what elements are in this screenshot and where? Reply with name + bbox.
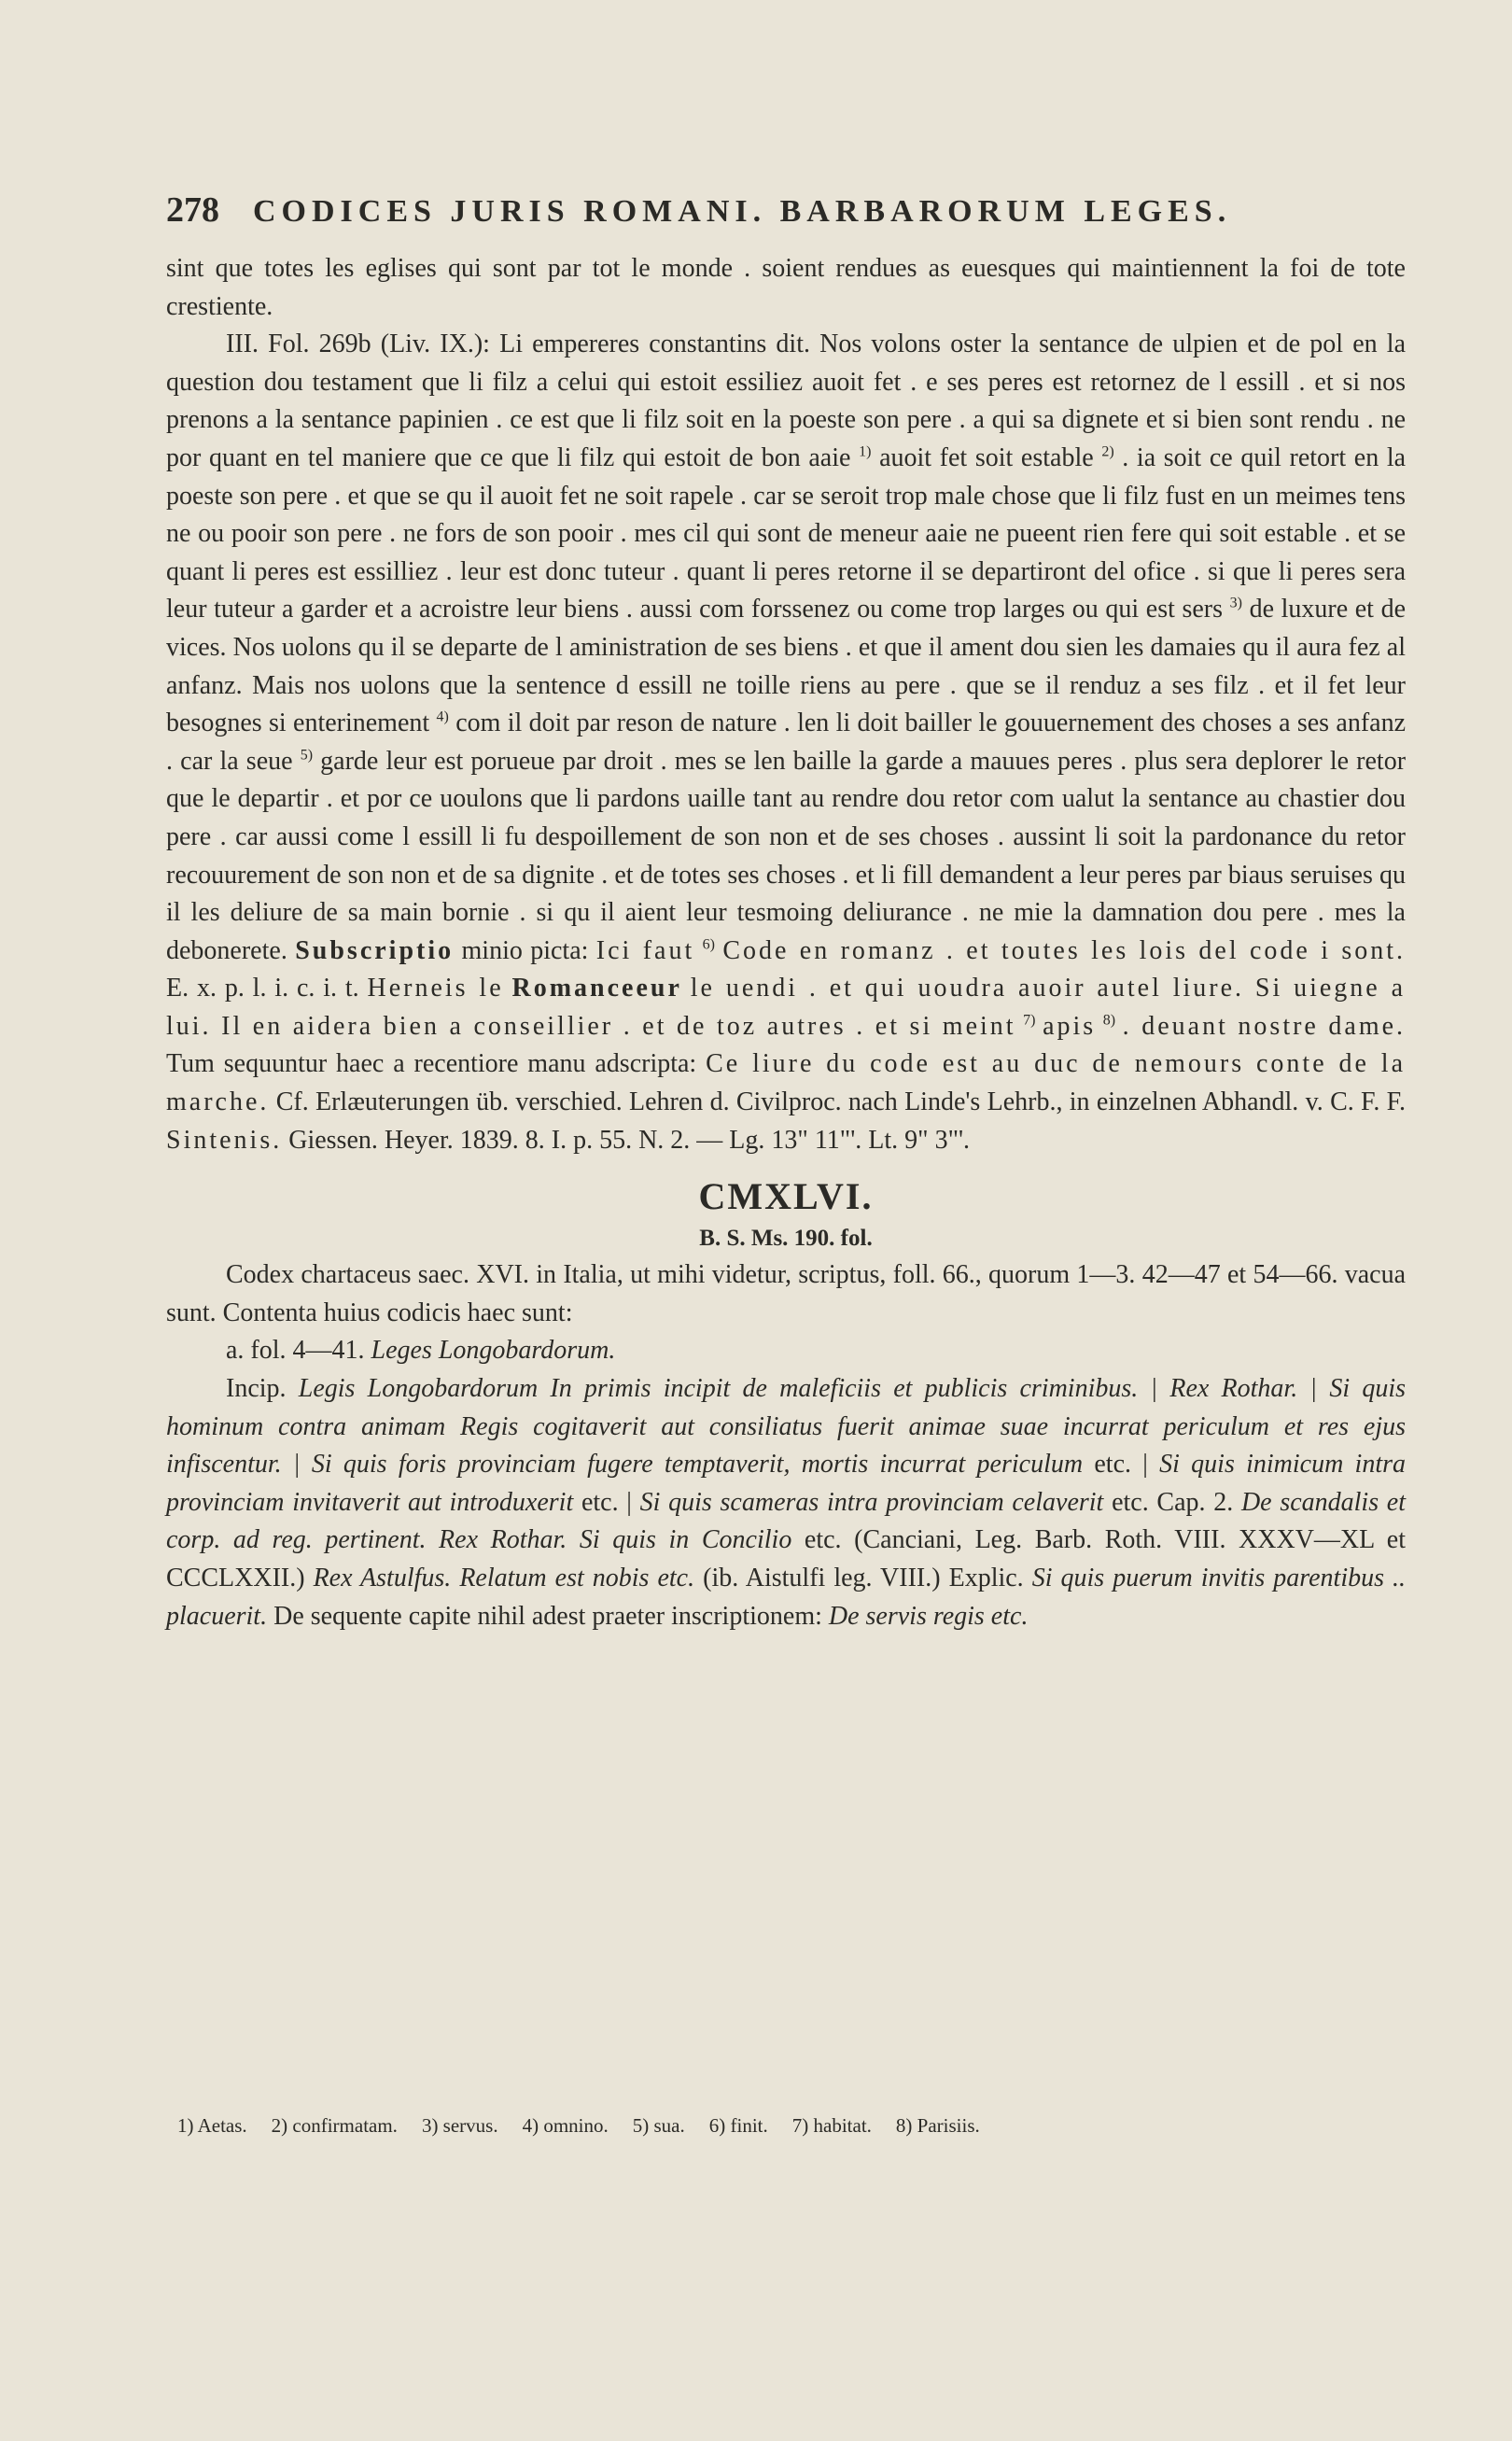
text-run: (ib. Aistulfi leg. VIII.) Explic.	[703, 1564, 1024, 1592]
text-run: garde leur est porueue par droit . mes se len baille la garde a mauues peres . plus sera deplorer le retor que le departir . et por ce uoulons que li pardons uaille tant au rendre dou retor com ualut la sentance au chastier dou pere . car aussi come l essill li fu despoillement de son non et de ses choses . aussint li soit la pardonance du retor recouurement de son non et de sa dignite . et de totes ses choses . et li fill demandent a leur peres par biaus seruises qu il les deliure de sa main bornie . si qu il aient leur tesmoing deliurance . ne mie la damnation dou pere . mes la debonerete.	[166, 746, 1407, 965]
text-run: III. Fol. 269b (Liv. IX.): Li empereres constantins dit. Nos volons oster la sentance de ulpien et de pol en la question dou testament que li filz a celui qui estoit essiliez auoit fet . e ses peres est retornez de l essill . et si nos prenons a la sentance papinien . ce est que li filz soit en la poeste son pere . a qui sa dignete et si bien sont rendu . ne por quant en tel maniere que ce que li filz qui estoit de bon aaie	[166, 330, 1406, 472]
footnote: 2) confirmatam.	[271, 2114, 398, 2137]
italic-text: Si quis scameras intra provinciam celaverit	[639, 1487, 1104, 1517]
text-run: a. fol. 4—41.	[226, 1336, 365, 1366]
italic-text: Si quis inimicum intra provinciam invitaverit aut introduxerit	[166, 1450, 1407, 1517]
paragraph-3: Codex chartaceus saec. XVI. in Italia, ut mihi videtur, scriptus, foll. 66., quorum 1—3. 42—47 et 54—66. vacua sunt. Contenta huius codicis haec sunt:	[166, 1260, 1406, 1327]
item-a	[166, 1332, 1406, 1370]
paragraph-1: sint que totes les eglises qui sont par tot le monde . soient rendues as euesques qui maintiennent la foi de tote crestiente.	[166, 254, 1406, 321]
text-run: Tum sequuntur haec a recentiore manu adscripta:	[166, 1049, 697, 1079]
red-text: le uendi . et qui uoudra auoir autel liure. Si uiegne a lui. Il en aidera bien a conseillier . et de toz autres . et si meint	[166, 974, 1406, 1041]
red-text: Code en romanz . et toutes les lois del code i sont.	[722, 935, 1407, 965]
footnote-ref: 7)	[1023, 1012, 1036, 1029]
footnote-ref: 3)	[1229, 596, 1242, 612]
footnote: 6) finit.	[708, 2114, 768, 2137]
italic-text: Si quis puerum invitis parentibus .. placuerit.	[166, 1564, 1407, 1631]
footnote: 5) sua.	[632, 2114, 685, 2137]
page-number: 278	[166, 190, 219, 230]
text-run: etc. Cap. 2.	[1112, 1487, 1234, 1517]
italic-text: Legis Longobardorum In primis incipit de maleficiis et publicis criminibus. | Rex Rothar. | Si quis hominum contra animam Regis cogitaverit aut consiliatus fuerit animae suae incurrat periculum et res ejus infiscentur. | Si quis foris provinciam fugere temptaverit, mortis incurrat periculum	[166, 1374, 1407, 1480]
subscriptio-label: Subscriptio	[295, 935, 455, 965]
running-head: CODICES JURIS ROMANI. BARBARORUM LEGES.	[253, 194, 1232, 229]
footnote-ref: 5)	[300, 747, 314, 764]
footnote: 7) habitat.	[791, 2114, 872, 2137]
italic-text: De servis regis etc.	[828, 1601, 1029, 1631]
footnote: 1) Aetas.	[177, 2114, 247, 2137]
footnote-ref: 1)	[859, 443, 872, 460]
footnote-ref: 8)	[1102, 1012, 1116, 1029]
footnote-ref: 6)	[702, 936, 715, 953]
text-run: Giessen. Heyer. 1839. 8. I. p. 55. N. 2. — Lg. 13" 11"'. Lt. 9" 3"'.	[288, 1125, 971, 1155]
section-subheading: B. S. Ms. 190. fol.	[699, 1226, 873, 1252]
text-run: De sequente capite nihil adest praeter inscriptionem:	[273, 1601, 822, 1631]
text-run: de luxure et de vices. Nos uolons qu il se departe de l aministration de ses biens . et que il ament dou sien les damaies qu il aura fez al anfanz. Mais nos uolons que la sentence d essill ne toille riens au pere . que se il renduz a ses filz . et il fet leur besognes si enterinement	[166, 595, 1406, 738]
text-run: etc. |	[581, 1487, 632, 1517]
text-run: . ia soit ce quil retort en la poeste son pere . et que se qu il auoit fet ne soit rapele . car se seroit trop male chose que li filz fust en un meimes tens ne ou pooir son pere . ne fors de son pooir . mes cil qui sont de meneur aaie ne pueent rien fere qui soit estable . et se quant li peres est essilliez . leur est donc tuteur . quant li peres retorne il se departiront del ofice . si que li peres sera leur tuteur a garder et a acroistre leur biens . aussi com forssenez ou come trop larges ou qui est sers	[166, 442, 1407, 624]
text-run: Cf. Erlæuterungen üb. verschied. Lehren d. Civilproc. nach Linde's Lehrb., in einzelnen Abhandl. v. C. F. F.	[275, 1087, 1406, 1117]
paragraph-incipit	[166, 1370, 1406, 1635]
abbreviation: E. x. p. l. i. c. i. t.	[166, 974, 359, 1003]
item-title: Leges Longobardorum.	[371, 1336, 616, 1366]
text-run: auoit fet soit estable	[879, 442, 1094, 472]
italic-text: Rex Astulfus. Relatum est nobis etc.	[313, 1564, 695, 1592]
footnote: 3) servus.	[421, 2114, 498, 2137]
section-heading: CMXLVI.	[698, 1175, 874, 1218]
footnotes	[177, 2111, 1325, 2139]
text-run: com il doit par reson de nature . len li doit bailler le gouuernement des choses a ses anfanz . car la seue	[166, 708, 1407, 776]
red-text: Herneis le	[367, 974, 504, 1003]
text-run: Incip.	[226, 1374, 287, 1404]
red-text: Romanceeur	[511, 974, 682, 1003]
page-header	[166, 189, 1307, 231]
red-text: apis	[1043, 1011, 1097, 1041]
red-text: . deuant nostre dame.	[1122, 1011, 1407, 1041]
red-text: Ici faut	[595, 935, 695, 965]
footnote: 4) omnino.	[522, 2114, 609, 2137]
paragraph-2	[166, 326, 1406, 1159]
main-text	[166, 250, 1406, 1635]
footnote-ref: 2)	[1101, 443, 1114, 460]
text-run: etc. (Canciani, Leg. Barb. Roth. VIII. XXXV—XL et CCCLXXII.)	[166, 1525, 1407, 1592]
red-text: Ce liure du code est au duc de nemours conte de la marche.	[166, 1049, 1406, 1117]
text-run: minio picta:	[461, 935, 589, 965]
author-name: Sintenis.	[166, 1125, 283, 1155]
footnote-ref: 4)	[436, 708, 449, 725]
footnote: 8) Parisiis.	[895, 2114, 980, 2137]
text-run: etc. |	[1094, 1450, 1148, 1480]
italic-text: De scandalis et corp. ad reg. pertinent. Rex Rothar. Si quis in Concilio	[166, 1487, 1407, 1555]
